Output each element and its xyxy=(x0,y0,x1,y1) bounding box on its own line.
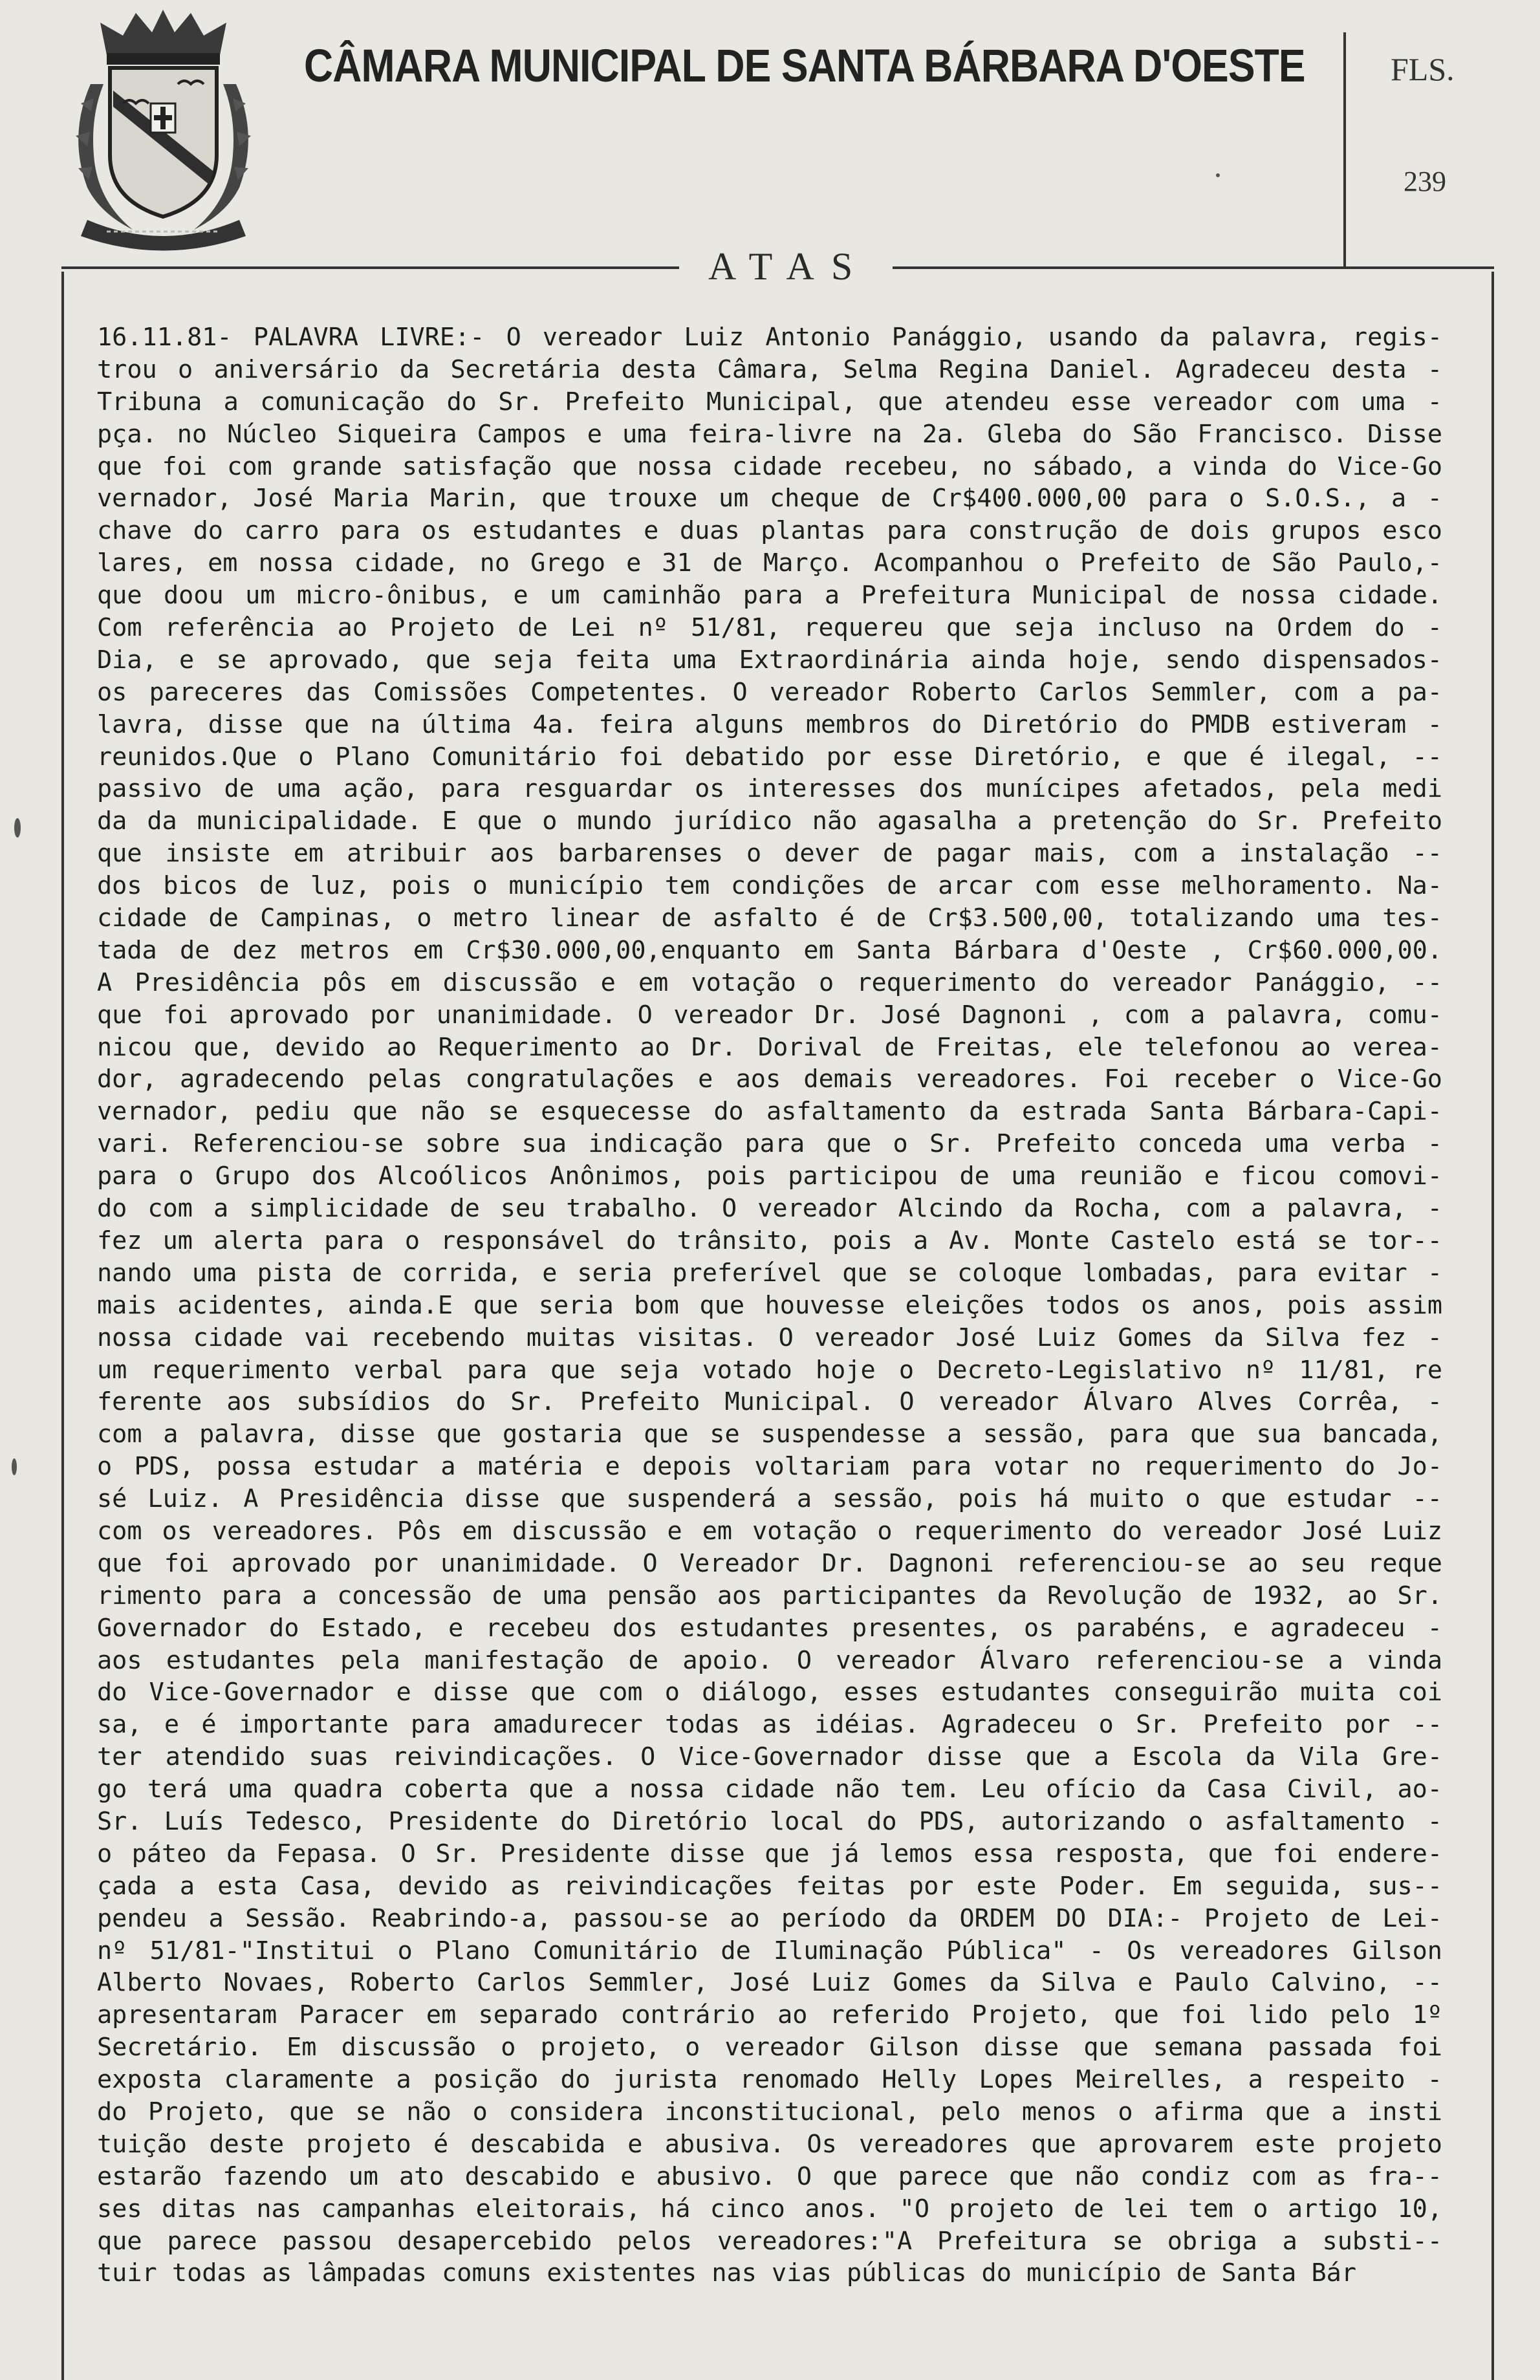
text-line: para o Grupo dos Alcoólicos Anônimos, pois participou de uma reunião e ficou comovi- xyxy=(97,1162,1442,1191)
text-line: Com referência ao Projeto de Lei nº 51/81, requereu que seja incluso na Ordem do - xyxy=(97,613,1442,643)
text-line: tuir todas as lâmpadas comuns existentes nas vias públicas do município de Santa Bár xyxy=(97,2258,1357,2288)
text-line: go terá uma quadra coberta que a nossa cidade não tem. Leu ofício da Casa Civil, ao- xyxy=(97,1775,1442,1804)
text-line: aos estudantes pela manifestação de apoio. O vereador Álvaro referenciou-se a vinda xyxy=(97,1645,1442,1675)
text-line: fez um alerta para o responsável do trânsito, pois a Av. Monte Castelo está se tor-- xyxy=(97,1226,1442,1255)
text-line: estarão fazendo um ato descabido e abusivo. O que parece que não condiz com as fra-- xyxy=(97,2161,1442,2191)
text-line: que insiste em atribuir aos barbarenses o dever de pagar mais, com a instalação -- xyxy=(97,839,1442,869)
text-line: com os vereadores. Pôs em discussão e em votação o requerimento do vereador José Luiz xyxy=(97,1516,1442,1546)
text-line: os pareceres das Comissões Competentes. O vereador Roberto Carlos Semmler, com a pa- xyxy=(97,677,1442,707)
text-line: ter atendido suas reivindicações. O Vice-Governador disse que a Escola da Vila Gre- xyxy=(97,1742,1442,1772)
scan-speck xyxy=(14,818,21,838)
header-vertical-rule xyxy=(1343,32,1346,268)
text-line: ferente aos subsídios do Sr. Prefeito Municipal. O vereador Álvaro Alves Corrêa, - xyxy=(97,1387,1442,1417)
institution-title: CÂMARA MUNICIPAL DE SANTA BÁRBARA D'OESTE xyxy=(304,41,1305,92)
folio-number: 239 xyxy=(1404,166,1446,197)
minutes-text xyxy=(97,321,1442,2289)
text-line: sé Luiz. A Presidência disse que suspenderá a sessão, pois há muito o que estudar -- xyxy=(97,1484,1442,1514)
text-line: do Projeto, que se não o considera inconstitucional, pelo menos o afirma que a insti xyxy=(97,2097,1442,2126)
text-line: apresentaram Paracer em separado contrário ao referido Projeto, que foi lido pelo 1º xyxy=(97,2000,1442,2030)
text-line: 16.11.81- PALAVRA LIVRE:- O vereador Luiz Antonio Panággio, usando da palavra, regis- xyxy=(97,323,1442,352)
text-line: mais acidentes, ainda.E que seria bom que houvesse eleições todos os anos, pois assim xyxy=(97,1290,1442,1320)
scan-speck xyxy=(1216,173,1220,177)
text-line: Sr. Luís Tedesco, Presidente do Diretório local do PDS, autorizando o asfaltamento - xyxy=(97,1806,1442,1836)
scan-speck xyxy=(12,1458,17,1475)
text-line: pça. no Núcleo Siqueira Campos e uma feira-livre na 2a. Gleba do São Francisco. Disse xyxy=(97,419,1442,449)
text-line: um requerimento verbal para que seja votado hoje o Decreto-Legislativo nº 11/81, re xyxy=(97,1355,1442,1385)
text-line: nicou que, devido ao Requerimento ao Dr. Dorival de Freitas, ele telefonou ao verea- xyxy=(97,1032,1442,1062)
section-heading: ATAS xyxy=(708,245,870,288)
text-line: que parece passou desapercebido pelos vereadores:"A Prefeitura se obriga a substi-- xyxy=(97,2226,1442,2256)
text-line: tuição deste projeto é descabida e abusiva. Os vereadores que aprovarem este projeto xyxy=(97,2129,1442,2159)
text-line: nº 51/81-"Institui o Plano Comunitário de Iluminação Pública" - Os vereadores Gilson xyxy=(97,1936,1442,1965)
text-line: do com a simplicidade de seu trabalho. O vereador Alcindo da Rocha, com a palavra, - xyxy=(97,1194,1442,1224)
text-line: trou o aniversário da Secretária desta Câmara, Selma Regina Daniel. Agradeceu desta - xyxy=(97,354,1442,384)
text-line: da da municipalidade. E que o mundo jurídico não agasalha a pretenção do Sr. Prefeito xyxy=(97,806,1442,836)
text-line: Dia, e se aprovado, que seja feita uma Extraordinária ainda hoje, sendo dispensados- xyxy=(97,645,1442,675)
text-line: cidade de Campinas, o metro linear de asfalto é de Cr$3.500,00, totalizando uma tes- xyxy=(97,903,1442,933)
text-line: dor, agradecendo pelas congratulações e aos demais vereadores. Foi receber o Vice-Go xyxy=(97,1065,1442,1094)
text-line: nando uma pista de corrida, e seria preferível que se coloque lombadas, para evitar - xyxy=(97,1258,1442,1288)
text-line: Tribuna a comunicação do Sr. Prefeito Municipal, que atendeu esse vereador com uma - xyxy=(97,387,1442,416)
text-line: que foi com grande satisfação que nossa cidade recebeu, no sábado, a vinda do Vice-Go xyxy=(97,451,1442,481)
text-line: rimento para a concessão de uma pensão aos participantes da Revolução de 1932, ao Sr. xyxy=(97,1581,1442,1610)
text-line: do Vice-Governador e disse que com o diálogo, esses estudantes conseguirão muita coi xyxy=(97,1678,1442,1707)
text-line: chave do carro para os estudantes e duas plantas para construção de dois grupos esco xyxy=(97,516,1442,546)
text-line: vernador, pediu que não se esquecesse do asfaltamento da estrada Santa Bárbara-Capi- xyxy=(97,1097,1442,1127)
text-line: reunidos.Que o Plano Comunitário foi debatido por esse Diretório, e que é ilegal, -- xyxy=(97,742,1442,772)
text-line: tada de dez metros em Cr$30.000,00,enquanto em Santa Bárbara d'Oeste , Cr$60.000,00. xyxy=(97,935,1442,965)
coat-of-arms-icon xyxy=(61,6,265,252)
text-line: que foi aprovado por unanimidade. O vereador Dr. José Dagnoni , com a palavra, comu- xyxy=(97,1000,1442,1030)
text-line: Alberto Novaes, Roberto Carlos Semmler, José Luiz Gomes da Silva e Paulo Calvino, -- xyxy=(97,1968,1442,1998)
text-line: exposta claramente a posição do jurista renomado Helly Lopes Meirelles, a respeito - xyxy=(97,2065,1442,2095)
text-line: com a palavra, disse que gostaria que se suspendesse a sessão, para que sua bancada, xyxy=(97,1420,1442,1449)
text-line: vernador, José Maria Marin, que trouxe um cheque de Cr$400.000,00 para o S.O.S., a - xyxy=(97,484,1442,514)
text-line: sa, e é importante para amadurecer todas as idéias. Agradeceu o Sr. Prefeito por -- xyxy=(97,1710,1442,1740)
section-rule-right xyxy=(893,266,1494,269)
text-line: Secretário. Em discussão o projeto, o vereador Gilson disse que semana passada foi xyxy=(97,2033,1442,2062)
text-line: dos bicos de luz, pois o município tem condições de arcar com esse melhoramento. Na- xyxy=(97,871,1442,901)
text-line: A Presidência pôs em discussão e em votação o requerimento do vereador Panággio, -- xyxy=(97,968,1442,997)
text-line: pendeu a Sessão. Reabrindo-a, passou-se ao período da ORDEM DO DIA:- Projeto de Lei- xyxy=(97,1903,1442,1933)
folio-label: FLS. xyxy=(1391,51,1455,87)
text-line: ses ditas nas campanhas eleitorais, há cinco anos. "O projeto de lei tem o artigo 10, xyxy=(97,2194,1442,2223)
text-line: lavra, disse que na última 4a. feira alguns membros do Diretório do PMDB estiveram - xyxy=(97,709,1442,739)
text-line: vari. Referenciou-se sobre sua indicação para que o Sr. Prefeito conceda uma verba - xyxy=(97,1129,1442,1159)
text-line: lares, em nossa cidade, no Grego e 31 de Março. Acompanhou o Prefeito de São Paulo,- xyxy=(97,548,1442,578)
section-rule-left xyxy=(61,266,679,269)
text-line: o PDS, possa estudar a matéria e depois voltariam para votar no requerimento do Jo- xyxy=(97,1452,1442,1482)
text-line: o páteo da Fepasa. O Sr. Presidente disse que já lemos essa resposta, que foi endere- xyxy=(97,1839,1442,1868)
text-line: que doou um micro-ônibus, e um caminhão para a Prefeitura Municipal de nossa cidade. xyxy=(97,581,1442,611)
text-line: passivo de uma ação, para resguardar os interesses dos munícipes afetados, pela medi xyxy=(97,774,1442,804)
text-line: Governador do Estado, e recebeu dos estudantes presentes, os parabéns, e agradeceu - xyxy=(97,1613,1442,1643)
text-line: çada a esta Casa, devido as reivindicações feitas por este Poder. Em seguida, sus-- xyxy=(97,1871,1442,1901)
text-line: nossa cidade vai recebendo muitas visitas. O vereador José Luiz Gomes da Silva fez - xyxy=(97,1323,1442,1352)
text-line: que foi aprovado por unanimidade. O Vereador Dr. Dagnoni referenciou-se ao seu reque xyxy=(97,1548,1442,1578)
